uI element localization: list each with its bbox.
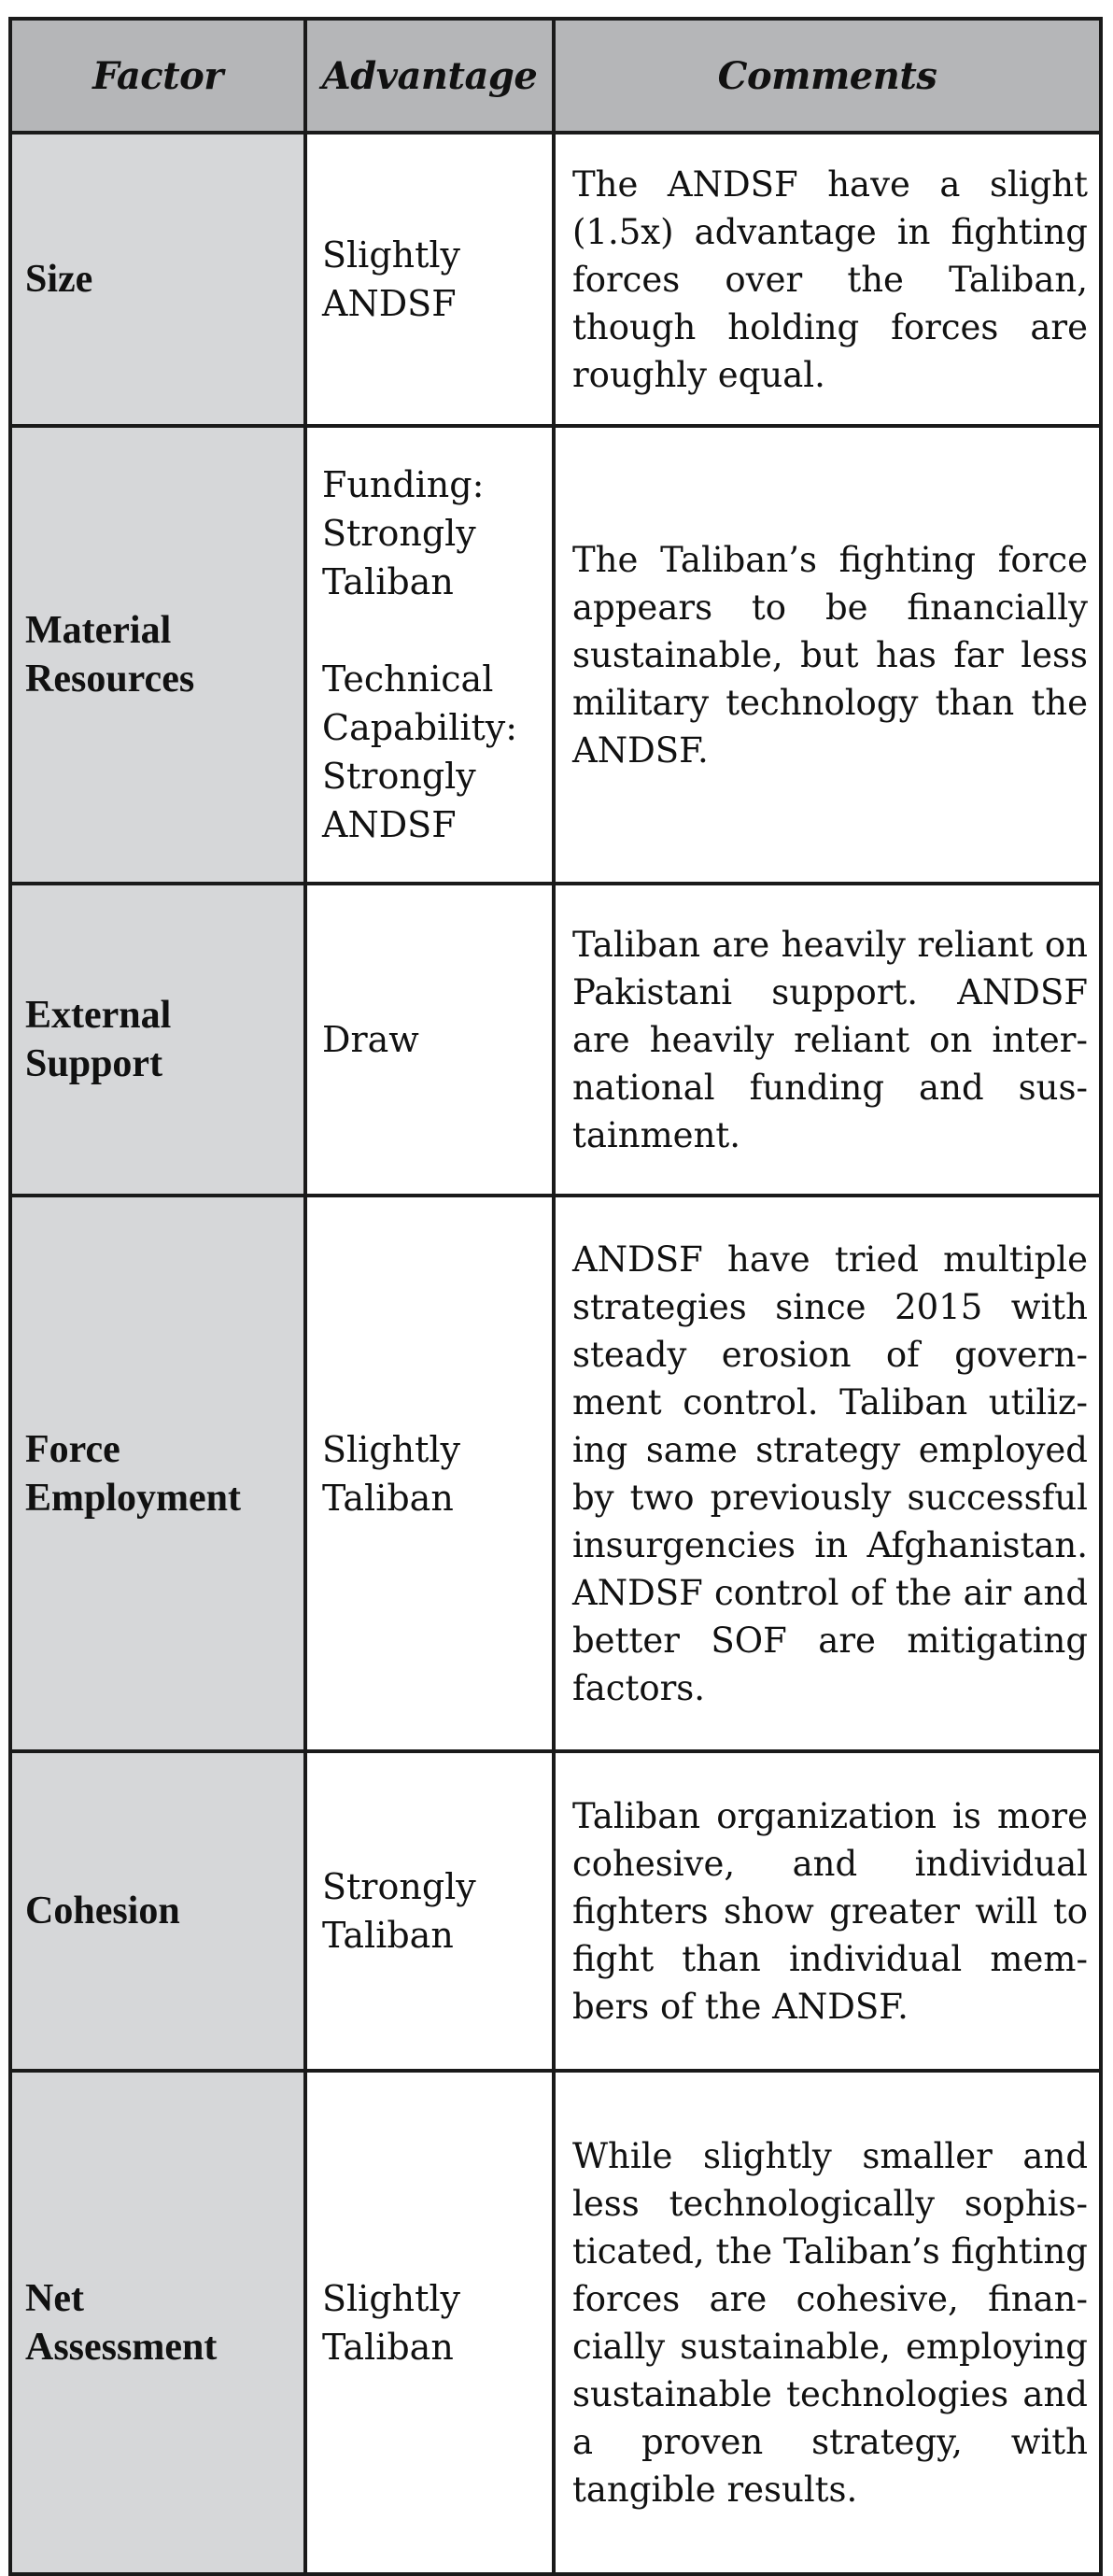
factor-cell <box>10 133 305 426</box>
advantage-text: ANDSF <box>322 283 457 324</box>
advantage-text: Taliban <box>322 561 454 602</box>
advantage-text: Slightly <box>322 234 461 276</box>
factor-cell <box>10 1751 305 2071</box>
factor-label: Material <box>25 609 172 652</box>
factor-label: Cohesion <box>25 1890 180 1932</box>
advantage-group <box>322 460 546 606</box>
advantage-cell <box>305 1196 554 1751</box>
advantage-text: Slightly <box>322 1428 461 1470</box>
advantage-text: Capability: <box>322 707 518 748</box>
advantage-text: ANDSF <box>322 804 457 845</box>
factor-label: Support <box>25 1042 163 1085</box>
factor-cell <box>10 2071 305 2574</box>
factor-cell <box>10 884 305 1196</box>
advantage-text: Slightly <box>322 2277 461 2319</box>
advantage-text: Taliban <box>322 1477 454 1519</box>
advantage-text: Taliban <box>322 2326 454 2368</box>
factor-label: Force <box>25 1427 120 1471</box>
table-row <box>10 1751 1101 2071</box>
advantage-text: Strongly <box>322 513 476 554</box>
advantage-group <box>322 2274 546 2371</box>
factor-label: Size <box>25 258 93 301</box>
advantage-group <box>322 1425 546 1522</box>
table-row <box>10 133 1101 426</box>
factor-label: Employment <box>25 1476 241 1520</box>
advantage-group <box>322 655 546 849</box>
advantage-cell <box>305 884 554 1196</box>
advantage-group <box>322 1015 546 1064</box>
advantage-text: Draw <box>322 1019 419 1060</box>
table-row <box>10 2071 1101 2574</box>
factor-cell <box>10 1196 305 1751</box>
header-advantage: Advantage <box>305 19 554 133</box>
advantage-cell <box>305 133 554 426</box>
comment-cell: The ANDSF have a slight (1.5x) advantage in fighting forces over the Taliban, though holding forces are roughly equal. <box>554 133 1101 426</box>
table-row <box>10 1196 1101 1751</box>
advantage-group <box>322 1862 546 1960</box>
table-header-row <box>10 19 1101 133</box>
table-row <box>10 884 1101 1196</box>
advantage-text: Strongly <box>322 1866 476 1907</box>
assessment-table-container <box>8 17 1099 2576</box>
advantage-cell <box>305 426 554 884</box>
factor-label: Assessment <box>25 2325 218 2369</box>
factor-label: Net <box>25 2276 84 2320</box>
table-row <box>10 426 1101 884</box>
header-comments: Comments <box>554 19 1101 133</box>
factor-label: Resources <box>25 658 195 701</box>
advantage-text: Technical <box>322 658 494 700</box>
comment-cell: Taliban are heavily reliant on Pakistani support. ANDSF are heavily reliant on international funding and sustainment. <box>554 884 1101 1196</box>
assessment-table <box>8 17 1103 2576</box>
comment-cell: The Taliban’s fighting force appears to be financially sustainable, but has far less military technology than the ANDSF. <box>554 426 1101 884</box>
advantage-cell <box>305 2071 554 2574</box>
header-factor: Factor <box>10 19 305 133</box>
advantage-text: Strongly <box>322 756 476 797</box>
comment-cell: While slightly smaller and less technologically sophisticated, the Taliban’s fighting forces are cohesive, financially sustainable, employing sustainable technologies and a proven strategy, with tangible results. <box>554 2071 1101 2574</box>
advantage-group <box>322 231 546 328</box>
comment-cell: Taliban organization is more cohesive, and individual fighters show greater will to fight than individual members of the ANDSF. <box>554 1751 1101 2071</box>
factor-label: External <box>25 994 172 1037</box>
comment-cell: ANDSF have tried multiple strategies since 2015 with steady erosion of government control. Taliban utilizing same strategy employed by two previously successful insurgencies in Afghanistan. ANDSF control of the air and better SOF are mitigating factors. <box>554 1196 1101 1751</box>
advantage-text: Taliban <box>322 1915 454 1956</box>
advantage-text: Funding: <box>322 464 485 505</box>
advantage-cell <box>305 1751 554 2071</box>
factor-cell <box>10 426 305 884</box>
